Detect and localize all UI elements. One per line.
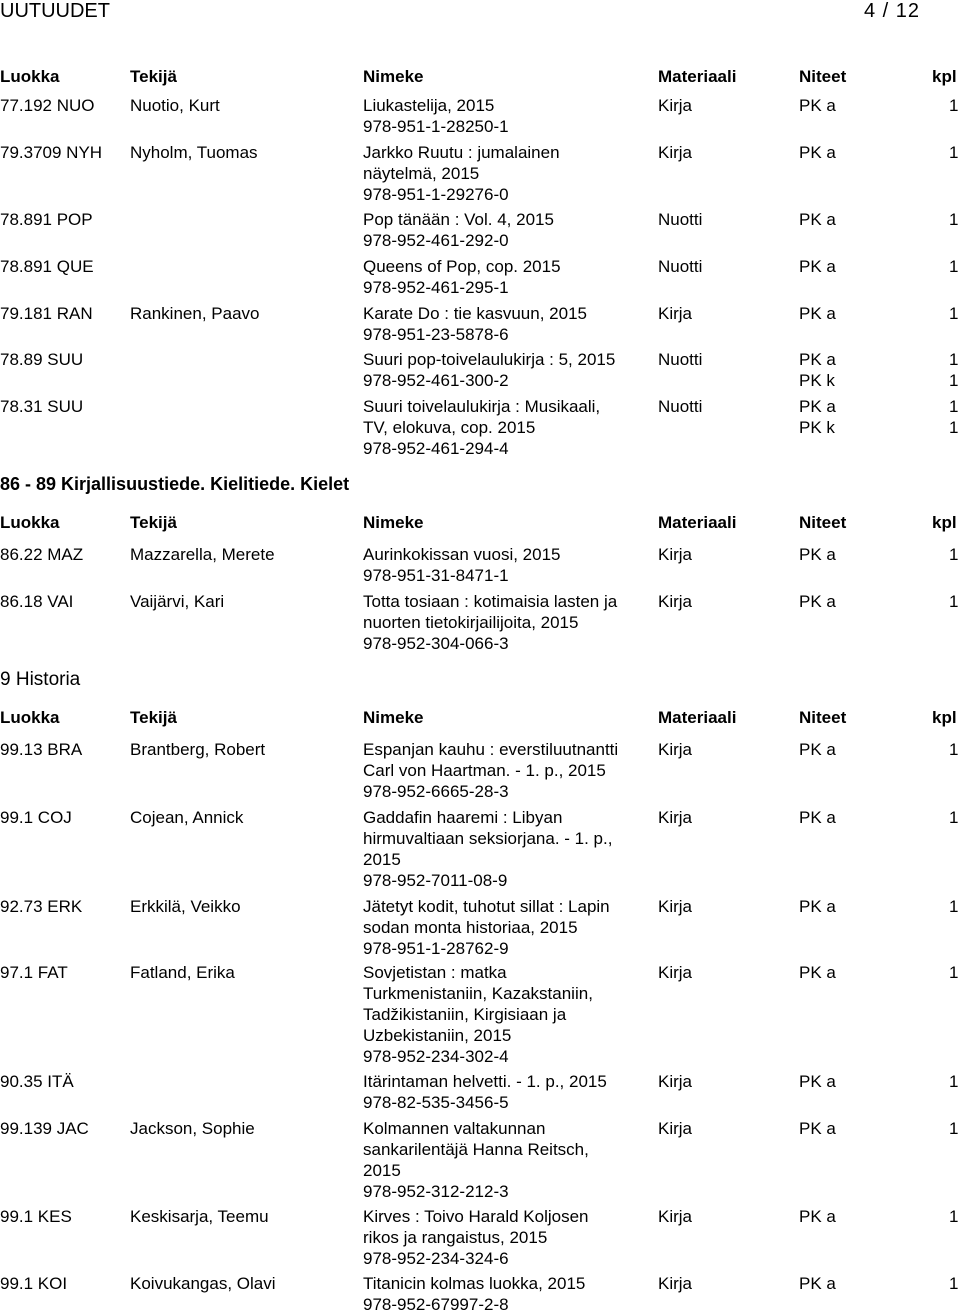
count-value: 1 — [949, 350, 959, 369]
location-code: PK a — [799, 397, 836, 416]
title-line: TV, elokuva, cop. 2015 — [363, 418, 536, 437]
count-value: 1 — [949, 96, 959, 115]
column-header-row — [0, 513, 960, 533]
copy-count — [949, 209, 958, 230]
copies-location — [799, 896, 836, 917]
title-line: rikos ja rangaistus, 2015 — [363, 1228, 548, 1247]
copy-count — [949, 396, 958, 438]
copy-count — [949, 1273, 958, 1294]
title-cell — [363, 95, 653, 137]
column-header-materiaali: Materiaali — [658, 513, 737, 532]
title-line: Queens of Pop, cop. 2015 — [363, 257, 561, 276]
author: Vaijärvi, Kari — [130, 592, 225, 611]
isbn: 978-952-312-212-3 — [363, 1182, 509, 1201]
material-type: Kirja — [658, 1119, 693, 1138]
material-type: Kirja — [658, 808, 693, 827]
title-cell — [363, 209, 653, 251]
title-cell — [363, 1118, 653, 1202]
title-cell — [363, 591, 653, 654]
title-line: Tadžikistaniin, Kirgisiaan ja — [363, 1005, 567, 1024]
material-type: Kirja — [658, 545, 693, 564]
author: Brantberg, Robert — [130, 740, 266, 759]
title-line: Suuri pop-toivelaulukirja : 5, 2015 — [363, 350, 616, 369]
author: Nyholm, Tuomas — [130, 143, 258, 162]
count-value: 1 — [949, 257, 959, 276]
location-code: PK a — [799, 1207, 836, 1226]
copies-location — [799, 1071, 836, 1092]
title-line: Turkmenistaniin, Kazakstaniin, — [363, 984, 593, 1003]
isbn: 978-952-7011-08-9 — [363, 871, 508, 890]
count-value: 1 — [949, 143, 959, 162]
copies-location — [799, 1273, 836, 1294]
copy-count — [949, 256, 958, 277]
location-code: PK a — [799, 143, 836, 162]
isbn: 978-952-461-300-2 — [363, 371, 509, 390]
copy-count — [949, 739, 958, 760]
isbn: 978-952-234-324-6 — [363, 1249, 509, 1268]
isbn: 978-952-67997-2-8 — [363, 1295, 509, 1314]
title-line: Suuri toivelaulukirja : Musikaali, — [363, 397, 601, 416]
author: Fatland, Erika — [130, 963, 235, 982]
isbn: 978-952-6665-28-3 — [363, 782, 509, 801]
location-code: PK a — [799, 1072, 836, 1091]
column-header-luokka: Luokka — [0, 513, 60, 532]
title-line: Itärintaman helvetti. - 1. p., 2015 — [363, 1072, 607, 1091]
title-line: sodan monta historiaa, 2015 — [363, 918, 578, 937]
title-line: Kirves : Toivo Harald Koljosen — [363, 1207, 589, 1226]
location-code: PK a — [799, 963, 836, 982]
isbn: 978-952-304-066-3 — [363, 634, 509, 653]
title-cell — [363, 1206, 653, 1269]
title-cell — [363, 349, 653, 391]
author: Erkkilä, Veikko — [130, 897, 241, 916]
location-code: PK a — [799, 808, 836, 827]
classification: 78.891 POP — [0, 210, 93, 229]
column-header-row — [0, 708, 960, 728]
material-type: Kirja — [658, 1274, 693, 1293]
copy-count — [949, 591, 958, 612]
isbn: 978-951-1-29276-0 — [363, 185, 509, 204]
author: Nuotio, Kurt — [130, 96, 220, 115]
count-value: 1 — [949, 1274, 959, 1293]
count-value: 1 — [949, 897, 959, 916]
title-line: 2015 — [363, 850, 401, 869]
count-value: 1 — [949, 304, 959, 323]
isbn: 978-951-31-8471-1 — [363, 566, 509, 585]
copies-location — [799, 591, 836, 612]
count-value: 1 — [949, 397, 959, 416]
author: Rankinen, Paavo — [130, 304, 260, 323]
isbn: 978-952-461-295-1 — [363, 278, 509, 297]
isbn: 978-951-1-28250-1 — [363, 117, 509, 136]
classification: 99.139 JAC — [0, 1119, 89, 1138]
title-line: 2015 — [363, 1161, 401, 1180]
column-header-kpl: kpl — [932, 67, 957, 86]
isbn: 978-951-1-28762-9 — [363, 939, 509, 958]
isbn: 978-952-461-294-4 — [363, 439, 509, 458]
column-header-niteet: Niteet — [799, 708, 847, 727]
location-code: PK a — [799, 1274, 836, 1293]
count-value: 1 — [949, 210, 959, 229]
count-value: 1 — [949, 808, 959, 827]
isbn: 978-952-461-292-0 — [363, 231, 509, 250]
count-value: 1 — [949, 1072, 959, 1091]
copy-count — [949, 544, 958, 565]
column-header-nimeke: Nimeke — [363, 708, 424, 727]
material-type: Kirja — [658, 1207, 693, 1226]
location-code: PK a — [799, 897, 836, 916]
title-line: Karate Do : tie kasvuun, 2015 — [363, 304, 587, 323]
column-header-nimeke: Nimeke — [363, 67, 424, 86]
column-header-nimeke: Nimeke — [363, 513, 424, 532]
count-value: 1 — [949, 1119, 959, 1138]
title-line: Aurinkokissan vuosi, 2015 — [363, 545, 561, 564]
column-header-tekija: Tekijä — [130, 67, 177, 86]
classification: 79.3709 NYH — [0, 143, 103, 162]
isbn: 978-952-234-302-4 — [363, 1047, 509, 1066]
title-cell — [363, 962, 653, 1067]
material-type: Nuotti — [658, 397, 703, 416]
copies-location — [799, 396, 836, 438]
section-title: 9 Historia — [0, 669, 81, 690]
copies-location — [799, 209, 836, 230]
copies-location — [799, 349, 836, 391]
material-type: Kirja — [658, 592, 693, 611]
title-cell — [363, 1071, 653, 1113]
title-cell — [363, 739, 653, 802]
title-cell — [363, 303, 653, 345]
title-line: Espanjan kauhu : everstiluutnantti — [363, 740, 619, 759]
title-cell — [363, 807, 653, 891]
author: Koivukangas, Olavi — [130, 1274, 276, 1293]
title-line: sankarilentäjä Hanna Reitsch, — [363, 1140, 589, 1159]
material-type: Kirja — [658, 143, 693, 162]
title-line: hirmuvaltiaan seksiorjana. - 1. p., — [363, 829, 613, 848]
author: Cojean, Annick — [130, 808, 244, 827]
copies-location — [799, 1118, 836, 1139]
copies-location — [799, 95, 836, 116]
column-header-kpl: kpl — [932, 513, 957, 532]
material-type: Kirja — [658, 740, 693, 759]
title-line: Uzbekistaniin, 2015 — [363, 1026, 512, 1045]
title-line: Jarkko Ruutu : jumalainen — [363, 143, 560, 162]
isbn: 978-82-535-3456-5 — [363, 1093, 509, 1112]
classification: 86.22 MAZ — [0, 545, 84, 564]
classification: 78.89 SUU — [0, 350, 84, 369]
copy-count — [949, 95, 958, 116]
column-header-materiaali: Materiaali — [658, 67, 737, 86]
copy-count — [949, 142, 958, 163]
location-code: PK a — [799, 592, 836, 611]
page-number: 4 / 12 — [863, 0, 920, 22]
location-code: PK a — [799, 545, 836, 564]
classification: 92.73 ERK — [0, 897, 83, 916]
title-cell — [363, 896, 653, 959]
copy-count — [949, 807, 958, 828]
count-value: 1 — [949, 740, 959, 759]
column-header-niteet: Niteet — [799, 67, 847, 86]
classification: 99.1 KOI — [0, 1274, 68, 1293]
page-title: UUTUUDET — [0, 0, 110, 22]
location-code: PK a — [799, 257, 836, 276]
copies-location — [799, 807, 836, 828]
copy-count — [949, 1071, 958, 1092]
location-code: PK k — [799, 418, 835, 437]
page-header — [0, 0, 960, 22]
author: Keskisarja, Teemu — [130, 1207, 269, 1226]
count-value: 1 — [949, 963, 959, 982]
count-value: 1 — [949, 1207, 959, 1226]
classification: 90.35 ITÄ — [0, 1072, 74, 1091]
count-value: 1 — [949, 545, 959, 564]
title-line: nuorten tietokirjailijoita, 2015 — [363, 613, 579, 632]
title-line: Sovjetistan : matka — [363, 963, 507, 982]
title-line: Titanicin kolmas luokka, 2015 — [363, 1274, 586, 1293]
location-code: PK a — [799, 1119, 836, 1138]
author: Jackson, Sophie — [130, 1119, 255, 1138]
title-cell — [363, 544, 653, 586]
copies-location — [799, 739, 836, 760]
location-code: PK k — [799, 371, 835, 390]
title-line: näytelmä, 2015 — [363, 164, 480, 183]
column-header-materiaali: Materiaali — [658, 708, 737, 727]
column-header-row — [0, 67, 960, 87]
column-header-luokka: Luokka — [0, 708, 60, 727]
material-type: Nuotti — [658, 257, 703, 276]
title-line: Pop tänään : Vol. 4, 2015 — [363, 210, 554, 229]
copies-location — [799, 142, 836, 163]
classification: 77.192 NUO — [0, 96, 95, 115]
copy-count — [949, 303, 958, 324]
copy-count — [949, 896, 958, 917]
section-title: 86 - 89 Kirjallisuustiede. Kielitiede. Kielet — [0, 474, 350, 494]
material-type: Kirja — [658, 897, 693, 916]
material-type: Nuotti — [658, 350, 703, 369]
classification: 99.13 BRA — [0, 740, 83, 759]
column-header-luokka: Luokka — [0, 67, 60, 86]
count-value: 1 — [949, 592, 959, 611]
location-code: PK a — [799, 350, 836, 369]
title-cell — [363, 1273, 653, 1315]
classification: 99.1 COJ — [0, 808, 72, 827]
material-type: Nuotti — [658, 210, 703, 229]
material-type: Kirja — [658, 1072, 693, 1091]
location-code: PK a — [799, 96, 836, 115]
copy-count — [949, 962, 958, 983]
title-line: Gaddafin haaremi : Libyan — [363, 808, 563, 827]
classification: 99.1 KES — [0, 1207, 72, 1226]
count-value: 1 — [949, 371, 959, 390]
title-line: Carl von Haartman. - 1. p., 2015 — [363, 761, 606, 780]
title-cell — [363, 396, 653, 459]
location-code: PK a — [799, 740, 836, 759]
material-type: Kirja — [658, 304, 693, 323]
count-value: 1 — [949, 418, 959, 437]
material-type: Kirja — [658, 96, 693, 115]
title-cell — [363, 142, 653, 205]
title-line: Jätetyt kodit, tuhotut sillat : Lapin — [363, 897, 610, 916]
copies-location — [799, 256, 836, 277]
copies-location — [799, 962, 836, 983]
location-code: PK a — [799, 210, 836, 229]
classification: 78.891 QUE — [0, 257, 94, 276]
column-header-tekija: Tekijä — [130, 513, 177, 532]
classification: 78.31 SUU — [0, 397, 84, 416]
location-code: PK a — [799, 304, 836, 323]
classification: 79.181 RAN — [0, 304, 93, 323]
copies-location — [799, 1206, 836, 1227]
title-line: Liukastelija, 2015 — [363, 96, 495, 115]
column-header-kpl: kpl — [932, 708, 957, 727]
material-type: Kirja — [658, 963, 693, 982]
title-line: Totta tosiaan : kotimaisia lasten ja — [363, 592, 618, 611]
classification: 86.18 VAI — [0, 592, 74, 611]
title-cell — [363, 256, 653, 298]
copies-location — [799, 303, 836, 324]
author: Mazzarella, Merete — [130, 545, 275, 564]
copy-count — [949, 1118, 958, 1139]
isbn: 978-951-23-5878-6 — [363, 325, 509, 344]
title-line: Kolmannen valtakunnan — [363, 1119, 546, 1138]
column-header-niteet: Niteet — [799, 513, 847, 532]
copy-count — [949, 1206, 958, 1227]
classification: 97.1 FAT — [0, 963, 68, 982]
column-header-tekija: Tekijä — [130, 708, 177, 727]
copy-count — [949, 349, 958, 391]
copies-location — [799, 544, 836, 565]
